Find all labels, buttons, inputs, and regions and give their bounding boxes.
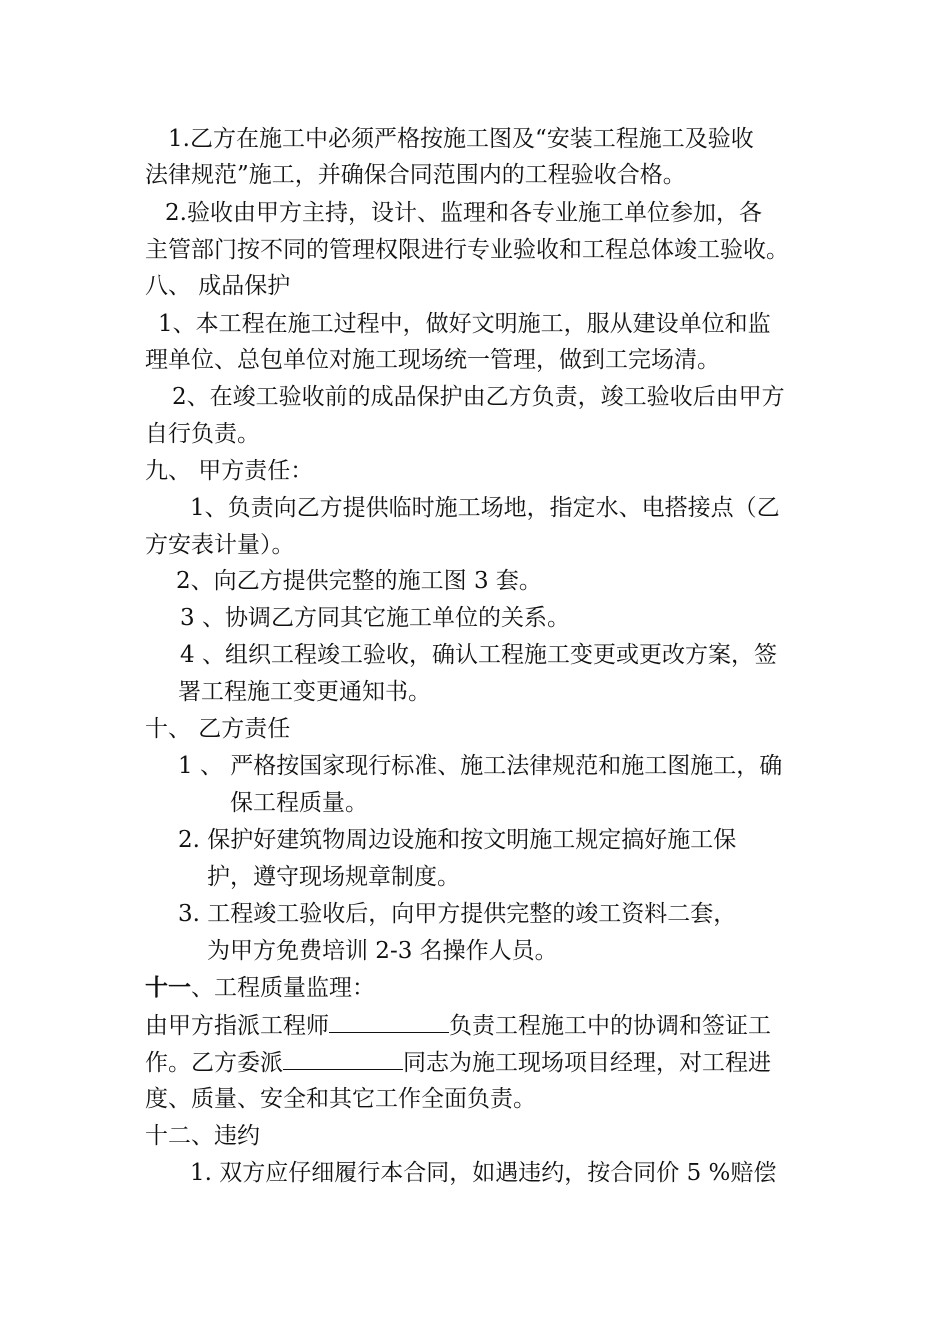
clause-10-3-line-1: 3. 工程竣工验收后，向甲方提供完整的竣工资料二套，: [178, 901, 737, 927]
clause-8-2-line-2: 自行负责。: [145, 421, 260, 447]
clause-7-2-line-2: 主管部门按不同的管理权限进行专业验收和工程总体竣工验收。: [145, 237, 789, 263]
clause-8-1-line-1: 1、本工程在施工过程中，做好文明施工，服从建设单位和监: [158, 311, 771, 337]
clause-10-1-line-1: 1 、 严格按国家现行标准、施工法律规范和施工图施工，确: [178, 753, 783, 779]
clause-10-2-line-1: 2. 保护好建筑物周边设施和按文明施工规定搞好施工保: [178, 827, 737, 853]
clause-9-3: 3 、协调乙方同其它施工单位的关系。: [180, 605, 570, 631]
clause-7-1-line-1: 1.乙方在施工中必须严格按施工图及“安装工程施工及验收: [168, 126, 754, 152]
project-manager-blank[interactable]: [283, 1047, 403, 1070]
section-11-title: 、工程质量监理：: [191, 975, 375, 1001]
clause-12-1-line-1: 1. 双方应仔细履行本合同，如遇违约，按合同价 5 %赔偿: [190, 1160, 777, 1186]
clause-9-1-line-2: 方安表计量）。: [145, 532, 295, 558]
clause-8-2-line-1: 2、在竣工验收前的成品保护由乙方负责，竣工验收后由甲方: [172, 384, 785, 410]
section-8-heading: 八、 成品保护: [145, 273, 291, 299]
clause-11-text-b: 负责工程施工中的协调和签证工: [449, 1013, 771, 1039]
section-10-heading: 十、 乙方责任: [145, 716, 291, 742]
clause-7-2-line-1: 2.验收由甲方主持，设计、监理和各专业施工单位参加，各: [165, 200, 762, 226]
section-11-heading: [145, 973, 810, 1003]
clause-10-2-line-2: 护，遵守现场规章制度。: [207, 864, 460, 890]
clause-11-text-c: 作。乙方委派: [145, 1050, 283, 1076]
clause-9-2: 2、向乙方提供完整的施工图 3 套。: [176, 568, 542, 594]
section-9-heading: 九、 甲方责任：: [145, 458, 314, 484]
clause-11-text-a: 由甲方指派工程师: [145, 1013, 329, 1039]
clause-10-1-line-2: 保工程质量。: [230, 790, 368, 816]
clause-11-line-2: [145, 1047, 810, 1078]
section-12-heading: 十二、违约: [145, 1123, 260, 1149]
clause-8-1-line-2: 理单位、总包单位对施工现场统一管理，做到工完场清。: [145, 347, 720, 373]
engineer-name-blank[interactable]: [329, 1010, 449, 1033]
clause-9-4-line-1: 4 、组织工程竣工验收，确认工程施工变更或更改方案，签: [180, 642, 777, 668]
section-11-number: 十一: [145, 974, 191, 1001]
clause-11-line-1: [145, 1010, 810, 1041]
clause-11-text-d: 同志为施工现场项目经理，对工程进: [403, 1050, 771, 1076]
clause-9-1-line-1: 1、负责向乙方提供临时施工场地，指定水、电搭接点（乙: [190, 495, 780, 521]
clause-10-3-line-2: 为甲方免费培训 2-3 名操作人员。: [207, 938, 558, 964]
clause-7-1-line-2: 法律规范”施工，并确保合同范围内的工程验收合格。: [145, 162, 686, 188]
clause-11-line-3: 度、质量、安全和其它工作全面负责。: [145, 1086, 536, 1112]
clause-9-4-line-2: 署工程施工变更通知书。: [178, 679, 431, 705]
